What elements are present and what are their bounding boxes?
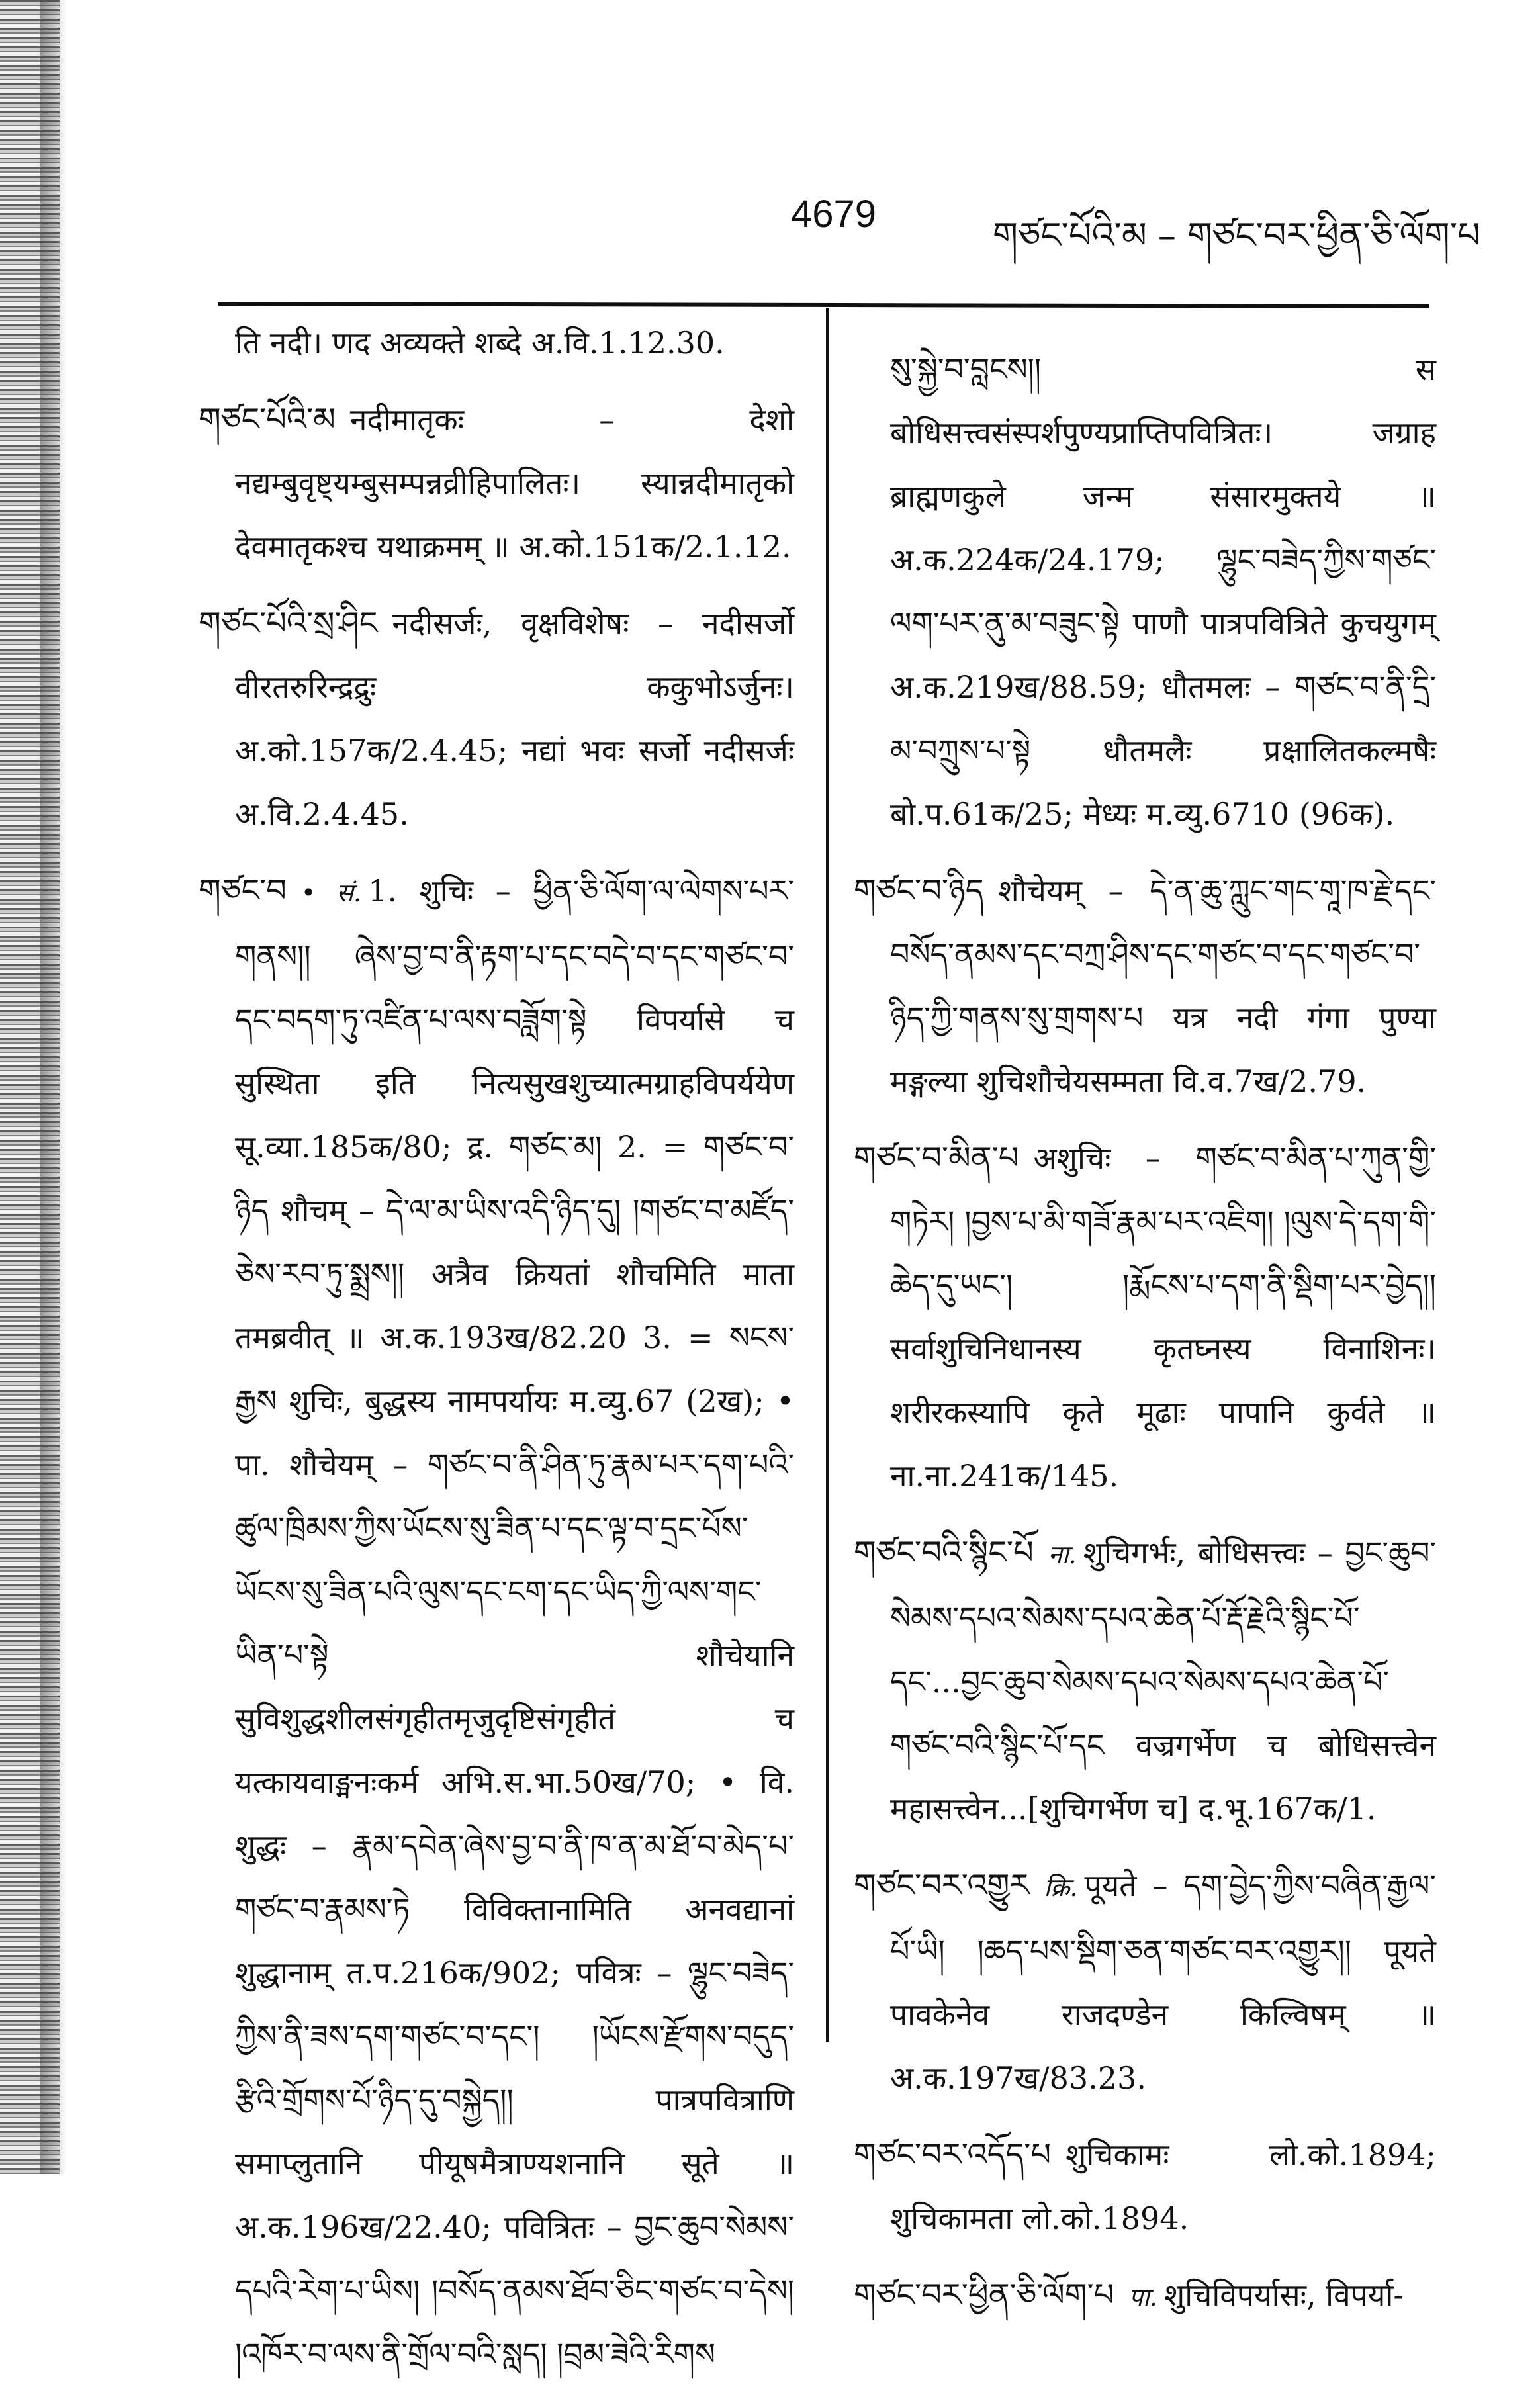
dictionary-entry bbox=[199, 388, 794, 578]
entry-headword: གཙང་བའི་སྙིང་པོ bbox=[854, 1534, 1034, 1571]
scan-edge-gradient bbox=[40, 0, 66, 2174]
header-rule bbox=[218, 302, 1429, 308]
entry-headword: གཙང་བར་འདོད་པ bbox=[854, 2136, 1052, 2173]
dictionary-entry bbox=[854, 1521, 1436, 1840]
grammar-label: क्रि. bbox=[1044, 1873, 1078, 1902]
right-column bbox=[854, 338, 1436, 2342]
running-head: གཙང་པོའི་མ – གཙང་བར་ཕྱིན་ཅི་ལོག་པ bbox=[993, 214, 1480, 256]
grammar-label: ना. bbox=[1048, 1540, 1077, 1569]
entry-continuation bbox=[199, 311, 794, 375]
entry-body: 1. शुचिः – ཕྱིན་ཅི་ལོག་ལ་ལེགས་པར་གནས།། ཞེས་བྱ་བ་ནི་རྟག་པ་དང་བདེ་བ་དང་གཙང་བ་དང་བདག་ཏུ་འཛིན་པ་ལས་བཟློག་སྟེ विपर्यासे च सुस्थिता इति नित्यसुखशुच्यात्मग्राहविपर्ययेण सू.व्या.185क/80; द्र. གཙང་མ། 2. = གཙང་བ་ཉིད शौचम् – དེ་ལ་མ་ཡིས་འདི་ཉིད་དུ། །གཙང་བ་མཛོད་ཅེས་རབ་ཏུ་སྨྲས།། अत्रैव क्रियतां शौचमिति माता तमब्रवीत् ॥ अ.क.193ख/82.20 3. = སངས་རྒྱས शुचिः, बुद्धस्य नामपर्यायः म.व्यु.67 (2ख); • पा. शौचेयम् – གཙང་བ་ནི་ཤིན་ཏུ་རྣམ་པར་དག་པའི་ཚུལ་ཁྲིམས་ཀྱིས་ཡོངས་སུ་ཟིན་པ་དང་ལྟ་བ་དྲང་པོས་ཡོངས་སུ་ཟིན་པའི་ལུས་དང་ངག་དང་ཡིད་ཀྱི་ལས་གང་ཡིན་པ་སྟེ शौचेयानि सुविशुद्धशीलसंगृहीतमृजुदृष्टिसंगृहीतं च यत्कायवाङ्मनःकर्म अभि.स.भा.50ख/70; • वि. शुद्धः – རྣམ་དབེན་ཞེས་བྱ་བ་ནི་ཁ་ན་མ་ཐོ་བ་མེད་པ་གཙང་བ་རྣམས་ཏེ विविक्तानामिति अनवद्यानां शुद्धानाम् त.प.216क/902; पवित्रः – ལྷུང་བཟེད་ཀྱིས་ནི་ཟས་དག་གཙང་བ་དང་། །ཡོངས་རྫོགས་བདུད་རྩིའི་གྲོགས་པོ་ཉིད་དུ་བསྐྱེད།། पात्रपवित्राणि समाप्लुतानि पीयूषमैत्राण्यशनानि सूते ॥ अ.क.196ख/22.40; पवित्रितः – བྱང་ཆུབ་སེམས་དཔའི་རེག་པ་ཡིས། །བསོད་ནམས་ཐོབ་ཅིང་གཙང་བ་དེས། །འཁོར་བ་ལས་ནི་གྲོལ་བའི་སླད། །བྲམ་ཟེའི་རིགས bbox=[235, 873, 794, 2372]
entry-body: पूयते – དག་བྱེད་ཀྱིས་བཞིན་རྒྱལ་པོ་ཡི། །ཆད་པས་སྡིག་ཅན་གཙང་བར་འགྱུར།། पूयते पावकेनेव राजदण्डेन किल्विषम् ॥ अ.क.197ख/83.23. bbox=[890, 1868, 1436, 2096]
dictionary-entry bbox=[199, 859, 794, 2386]
dictionary-entry bbox=[854, 1854, 1436, 2110]
dictionary-entry bbox=[199, 592, 794, 846]
entry-body: नदीमातृकः – देशो नद्यम्बुवृष्ट्यम्बुसम्पन्नव्रीहिपालितः। स्यान्नदीमातृको देवमातृकश्च यथाक्रमम् ॥ अ.को.151क/2.1.12. bbox=[235, 402, 794, 565]
entry-body: ति नदी। णद अव्यक्ते शब्दे अ.वि.1.12.30. bbox=[235, 325, 725, 361]
grammar-label: पा. bbox=[1128, 2283, 1157, 2312]
entry-headword: གཙང་བར་འགྱུར bbox=[854, 1867, 1030, 1904]
entry-body: नदीसर्जः, वृक्षविशेषः – नदीसर्जो वीरतरुरिन्द्रद्रुः ककुभोऽर्जुनः। अ.को.157क/2.4.45; नद्यां भवः सर्जो नदीसर्जः अ.वि.2.4.45. bbox=[235, 606, 794, 832]
entry-headword: གཙང་བ bbox=[199, 872, 287, 909]
entry-body: अशुचिः – གཙང་བ་མིན་པ་ཀུན་གྱི་གཏེར། །བྱས་པ་མི་གཟོ་རྣམ་པར་འཇིག། །ལུས་དེ་དག་གི་ཆེད་དུ་ཡང་། །རྨོངས་པ་དག་ནི་སྡིག་པར་བྱེད།། सर्वाशुचिनिधानस्य कृतघ्नस्य विनाशिनः। शरीरकस्यापि कृते मूढाः पापानि कुर्वते ॥ ना.ना.241क/145. bbox=[890, 1140, 1436, 1494]
entry-body: शौचेयम् – དེ་ན་ཆུ་ཀླུང་གང་གཱ་ཁ་རྗེ་དང་བསོད་ནམས་དང་བཀྲ་ཤིས་དང་གཙང་བ་དང་གཙང་བ་ཉིད་ཀྱི་གནས་སུ་གྲགས་པ यत्र नदी गंगा पुण्या मङ्गल्या शुचिशौचेयसम्मता वि.व.7ख/2.79. bbox=[890, 873, 1436, 1099]
dictionary-entry bbox=[854, 2123, 1436, 2250]
entry-headword: གཙང་པོའི་མ bbox=[199, 401, 336, 438]
page-number: 4679 bbox=[791, 193, 877, 236]
dictionary-entry bbox=[854, 859, 1436, 1113]
left-column bbox=[199, 311, 794, 2399]
dictionary-entry bbox=[854, 2263, 1436, 2329]
entry-headword: གཙང་བར་ཕྱིན་ཅི་ལོག་པ bbox=[854, 2277, 1114, 2314]
dictionary-entry bbox=[854, 1126, 1436, 1508]
entry-headword: གཙང་པོའི་སྲ་ཤིང bbox=[199, 605, 378, 642]
entry-continuation bbox=[854, 338, 1436, 846]
entry-body: शुचिविपर्यासः, विपर्या- bbox=[1163, 2277, 1404, 2313]
column-divider bbox=[826, 308, 829, 2042]
entry-headword: གཙང་བ་ཉིད bbox=[854, 872, 984, 909]
entry-headword: གཙང་བ་མིན་པ bbox=[854, 1140, 1019, 1177]
entry-body: शुचिकामः लो.को.1894; शुचिकामता लो.को.1894. bbox=[890, 2137, 1436, 2236]
grammar-label: • सं. bbox=[300, 878, 362, 907]
entry-body: शुचिगर्भः, बोधिसत्त्वः – བྱང་ཆུབ་སེམས་དཔའ་སེམས་དཔའ་ཆེན་པོ་རྡོ་རྗེའི་སྙིང་པོ་དང་...བྱང་ཆུབ་སེམས་དཔའ་སེམས་དཔའ་ཆེན་པོ་གཙང་བའི་སྙིང་པོ་དང वज्रगर्भेण च बोधिसत्त्वेन महासत्त्वेन...[शुचिगर्भेण च] द.भू.167क/1. bbox=[890, 1535, 1436, 1827]
entry-body: སུ་སྐྱེ་བ་བླངས།། स बोधिसत्त्वसंस्पर्शपुण्यप्राप्तिपवित्रितः। जग्राह ब्राह्मणकुले जन्म संसारमुक्तये ॥ अ.क.224क/24.179; ལྷུང་བཟེད་ཀྱིས་གཙང་ལག་པར་ནུ་མ་བཟུང་སྟེ पाणौ पात्रपवित्रिते कुचयुगम् अ.क.219ख/88.59; धौतमलः – གཙང་བ་ནི་དྲི་མ་བཀྲུས་པ་སྟེ धौतमलैः प्रक्षालितकल्मषैः बो.प.61क/25; मेध्यः म.व्यु.6710 (96क). bbox=[890, 351, 1436, 832]
